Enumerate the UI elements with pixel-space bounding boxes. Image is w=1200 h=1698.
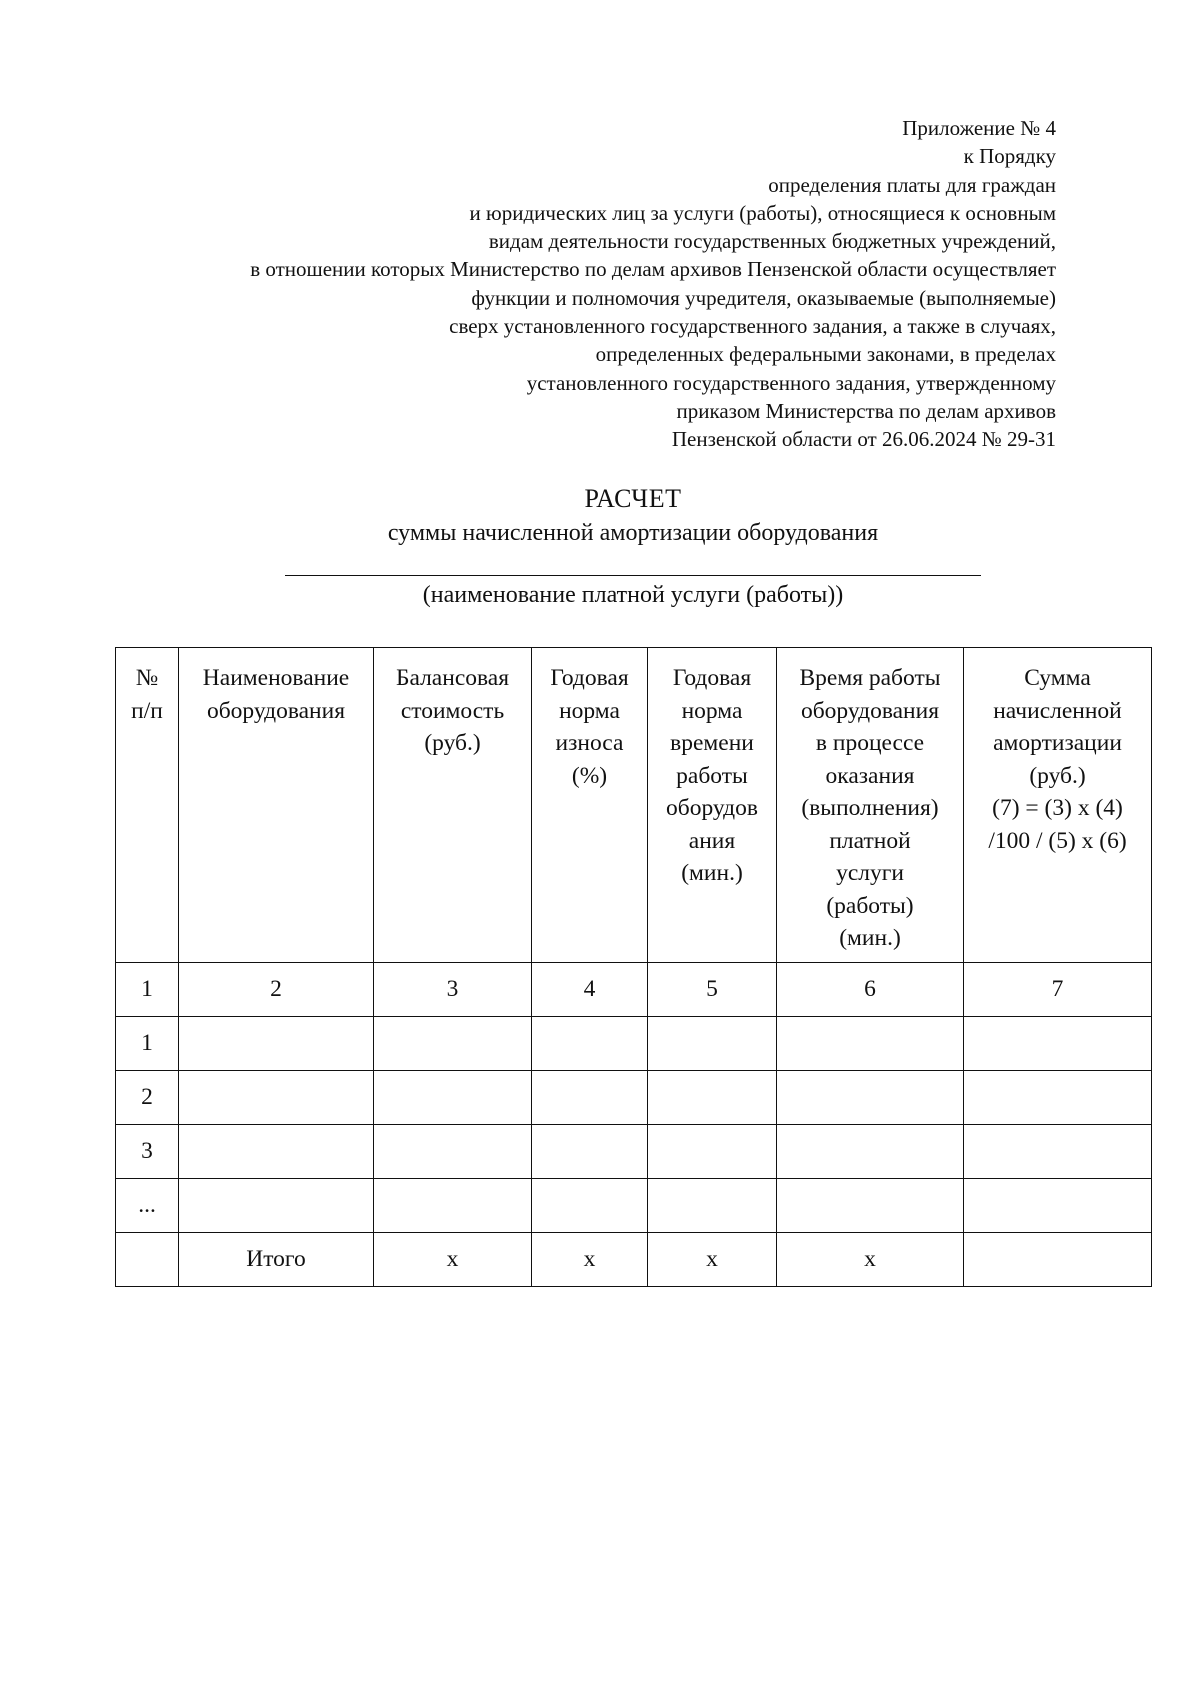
service-name-caption: (наименование платной услуги (работы)) bbox=[422, 582, 844, 608]
appendix-line: к Порядку bbox=[963, 144, 1056, 169]
table-cell bbox=[648, 1017, 777, 1071]
table-cell bbox=[777, 1179, 964, 1233]
appendix-line: установленного государственного задания, утвержденному bbox=[526, 370, 1056, 395]
header-cell-book-value: Балансовая стоимость (руб.) bbox=[374, 648, 532, 963]
table-header-row bbox=[116, 648, 1152, 963]
header-cell-depreciation-sum: Сумма начисленной амортизации (руб.) (7) = (3) x (4) /100 / (5) x (6) bbox=[964, 648, 1152, 963]
appendix-line: приказом Министерства по делам архивов bbox=[676, 398, 1056, 423]
table-cell bbox=[532, 1017, 648, 1071]
table-cell: 3 bbox=[374, 963, 532, 1017]
table-cell bbox=[532, 1071, 648, 1125]
table-cell bbox=[777, 1071, 964, 1125]
header-cell-service-operating-time: Время работы оборудования в процессе оказания (выполнения) платной услуги (работы) (мин.) bbox=[777, 648, 964, 963]
appendix-line: и юридических лиц за услуги (работы), относящиеся к основным bbox=[469, 200, 1056, 225]
header-cell-number: № п/п bbox=[116, 648, 179, 963]
table-cell bbox=[179, 1179, 374, 1233]
table-cell: 3 bbox=[116, 1125, 179, 1179]
table-cell: 5 bbox=[648, 963, 777, 1017]
header-cell-equipment-name: Наименование оборудования bbox=[179, 648, 374, 963]
table-cell bbox=[964, 1179, 1152, 1233]
table-cell bbox=[964, 1233, 1152, 1287]
table-cell: 2 bbox=[116, 1071, 179, 1125]
table-cell: 6 bbox=[777, 963, 964, 1017]
table-cell bbox=[179, 1071, 374, 1125]
table-cell: x bbox=[648, 1233, 777, 1287]
table-cell bbox=[374, 1017, 532, 1071]
table-cell bbox=[374, 1071, 532, 1125]
table-cell bbox=[532, 1179, 648, 1233]
header-cell-annual-operating-time: Годовая норма времени работы оборудов ания (мин.) bbox=[648, 648, 777, 963]
appendix-line: Пензенской области от 26.06.2024 № 29-31 bbox=[671, 427, 1056, 452]
table-cell bbox=[179, 1125, 374, 1179]
table-cell bbox=[777, 1125, 964, 1179]
table-cell bbox=[777, 1017, 964, 1071]
table-cell: x bbox=[532, 1233, 648, 1287]
table-cell: ... bbox=[116, 1179, 179, 1233]
title-block bbox=[0, 482, 1200, 612]
table-cell: 1 bbox=[116, 1017, 179, 1071]
table-row bbox=[116, 1125, 1152, 1179]
service-name-blank-line bbox=[285, 550, 981, 576]
appendix-line: определения платы для граждан bbox=[768, 172, 1056, 197]
table-cell bbox=[648, 1071, 777, 1125]
appendix-line: определенных федеральными законами, в пределах bbox=[595, 342, 1056, 367]
table-cell bbox=[179, 1017, 374, 1071]
table-cell bbox=[648, 1179, 777, 1233]
table-cell bbox=[964, 1017, 1152, 1071]
document-title: РАСЧЕТ bbox=[584, 484, 682, 513]
appendix-line: в отношении которых Министерство по делам архивов Пензенской области осуществляет bbox=[250, 257, 1056, 282]
total-label-cell: Итого bbox=[179, 1233, 374, 1287]
table-cell: 7 bbox=[964, 963, 1152, 1017]
table-cell: 4 bbox=[532, 963, 648, 1017]
table-cell bbox=[648, 1125, 777, 1179]
table-cell: 2 bbox=[179, 963, 374, 1017]
table-cell: x bbox=[374, 1233, 532, 1287]
table-cell bbox=[116, 1233, 179, 1287]
table-row-column-numbers bbox=[116, 963, 1152, 1017]
table-cell bbox=[964, 1125, 1152, 1179]
appendix-line: функции и полномочия учредителя, оказываемые (выполняемые) bbox=[471, 285, 1056, 310]
appendix-line: видам деятельности государственных бюджетных учреждений, bbox=[488, 229, 1056, 254]
depreciation-table bbox=[115, 647, 1152, 1287]
appendix-line: Приложение № 4 bbox=[902, 116, 1056, 140]
table-row bbox=[116, 1071, 1152, 1125]
table-row-total bbox=[116, 1233, 1152, 1287]
table-cell bbox=[964, 1071, 1152, 1125]
appendix-line: сверх установленного государственного задания, а также в случаях, bbox=[449, 314, 1056, 339]
table-cell bbox=[374, 1125, 532, 1179]
document-subtitle: суммы начисленной амортизации оборудования bbox=[387, 520, 879, 546]
header-cell-wear-rate: Годовая норма износа (%) bbox=[532, 648, 648, 963]
table-row bbox=[116, 1179, 1152, 1233]
table-cell bbox=[374, 1179, 532, 1233]
appendix-header bbox=[96, 114, 1056, 454]
table-cell: x bbox=[777, 1233, 964, 1287]
table-cell bbox=[532, 1125, 648, 1179]
table-cell: 1 bbox=[116, 963, 179, 1017]
table-row bbox=[116, 1017, 1152, 1071]
